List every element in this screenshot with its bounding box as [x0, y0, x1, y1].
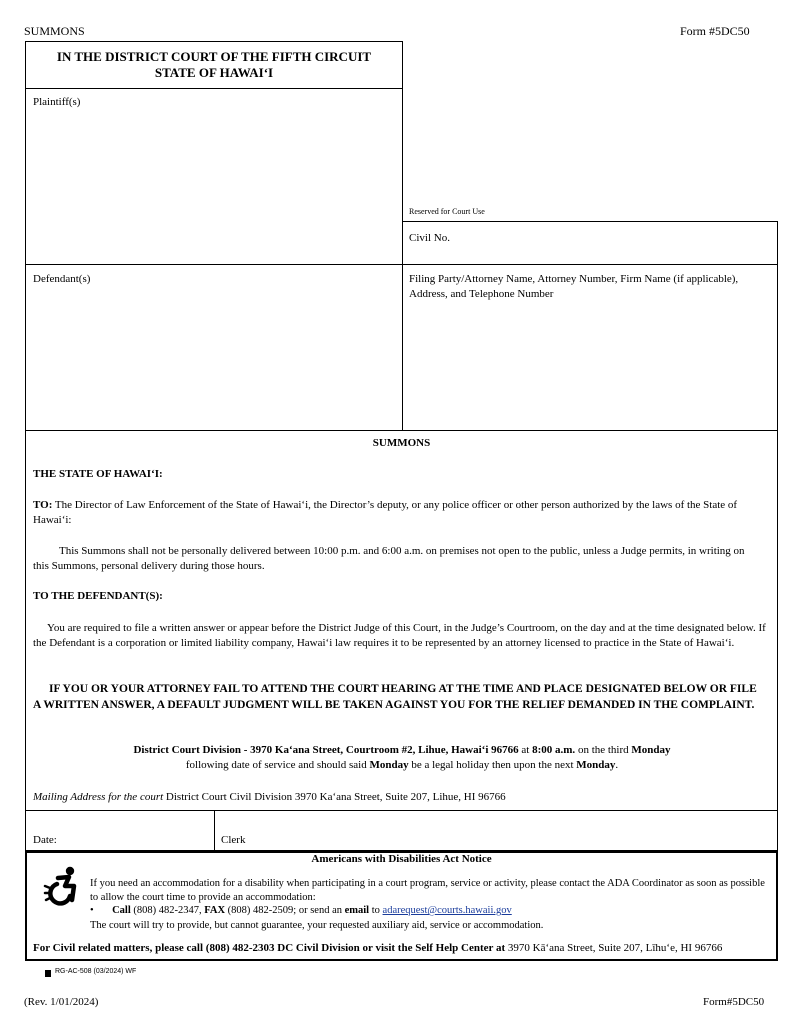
monday-3: Monday [576, 759, 616, 771]
reserved-label: Reserved for Court Use [409, 207, 485, 216]
email-to: to [371, 905, 380, 916]
court-title-line2: STATE OF HAWAIʻI [154, 65, 274, 80]
ada-body: If you need an accommodation for a disability when participating in a court program, service or activity, please contact the ADA Coordinator as soon as possible to allow the court time to provide an accommodation: [90, 878, 765, 903]
civil-matters-address: 3970 Kāʻana Street, Suite 207, Līhuʻe, HI 96766 [507, 942, 723, 954]
civil-matters-line [33, 942, 722, 954]
mailing-address: District Court Civil Division 3970 Kaʻana Street, Suite 207, Lihue, HI 96766 [165, 791, 506, 803]
ada-title: Americans with Disabilities Act Notice [311, 853, 492, 865]
date-label: Date: [33, 834, 57, 846]
fax-number: (808) 482-2509; or send an [227, 905, 342, 916]
civil-matters-bold: For Civil related matters, please call (808) 482-2303 DC Civil Division or visit the Self Help Center at [33, 942, 506, 954]
state-heading: THE STATE OF HAWAIʻI: [33, 468, 163, 480]
revision-date: (Rev. 1/01/2024) [24, 996, 99, 1008]
following-text: following date of service and should said [185, 759, 367, 771]
defendant-label: Defendant(s) [33, 273, 91, 285]
mailing-label: Mailing Address for the court [33, 791, 164, 803]
court-title-line1: IN THE DISTRICT COURT OF THE FIFTH CIRCUIT [56, 49, 372, 64]
email-label: email [344, 905, 370, 916]
holiday-text: be a legal holiday then upon the next [411, 759, 574, 771]
default-judgment-warning: IF YOU OR YOUR ATTORNEY FAIL TO ATTEND THE COURT HEARING AT THE TIME AND PLACE DESIGNATED BELOW OR FILE A WRITTEN ANSWER, A DEFAULT JUDGMENT WILL BE TAKEN AGAINST YOU FOR THE RELIEF DEMANDED IN THE COMPLAINT. [33, 683, 757, 711]
hearing-time: 8:00 a.m. [532, 744, 576, 756]
accessibility-icon [43, 866, 83, 908]
division-address: District Court Division - 3970 Kaʻana Street, Courtroom #2, Lihue, Hawaiʻi 96766 [133, 744, 519, 756]
form-code: RG-AC-508 (03/2024) WF [55, 968, 137, 975]
defendant-box[interactable] [25, 264, 403, 431]
defendant-heading: TO THE DEFENDANT(S): [33, 590, 163, 602]
defendant-paragraph: You are required to file a written answer or appear before the District Judge of this Court, in the Judge’s Courtroom, on the day and at the time designated below. If the Defendant is a corporation or limited liability company, Hawaiʻi law requires it to be represented by an attorney licensed to practice in the State of Hawaiʻi. [33, 622, 766, 649]
ada-email-link[interactable]: adarequest@courts.hawaii.gov [382, 905, 512, 916]
form-code-icon [45, 970, 51, 977]
at-word: at [521, 744, 530, 756]
clerk-box[interactable] [214, 810, 778, 853]
filing-party-box[interactable] [402, 264, 778, 431]
third-text: on the third [577, 744, 629, 756]
civil-number-label: Civil No. [409, 232, 450, 244]
filing-party-label: Filing Party/Attorney Name, Attorney Number, Firm Name (if applicable), Address, and Telephone Number [409, 273, 739, 300]
ada-try-text: The court will try to provide, but cannot guarantee, your requested auxiliary aid, service or accommodation. [90, 920, 544, 931]
fax-label: FAX [204, 905, 226, 916]
document-label: SUMMONS [24, 24, 85, 38]
summons-title: SUMMONS [372, 437, 431, 449]
to-paragraph [33, 498, 773, 528]
call-label: Call [112, 905, 131, 916]
footer-form-number: Form#5DC50 [703, 996, 765, 1008]
bullet: • [90, 905, 94, 916]
ada-contact-line [90, 905, 512, 916]
civil-number-box[interactable] [402, 221, 778, 265]
period: . [615, 759, 619, 771]
plaintiff-label: Plaintiff(s) [33, 96, 81, 108]
monday-2: Monday [369, 759, 409, 771]
to-text: The Director of Law Enforcement of the State of Hawaiʻi, the Director’s deputy, or any police officer or other person authorized by the laws of the State of Hawaiʻi: [33, 499, 738, 526]
delivery-paragraph: This Summons shall not be personally delivered between 10:00 p.m. and 6:00 a.m. on premises not open to the public, unless a Judge permits, in writing on this Summons, personal delivery during those hours. [33, 545, 745, 572]
court-title-box [25, 41, 403, 89]
hearing-paragraph [33, 743, 771, 773]
call-number: (808) 482-2347, [133, 905, 202, 916]
date-box[interactable] [25, 810, 215, 853]
to-label: TO: [33, 499, 53, 511]
form-number: Form #5DC50 [680, 24, 750, 38]
monday-1: Monday [631, 744, 671, 756]
plaintiff-box[interactable] [25, 88, 403, 265]
mailing-address-line [33, 791, 506, 803]
clerk-label: Clerk [221, 834, 246, 846]
